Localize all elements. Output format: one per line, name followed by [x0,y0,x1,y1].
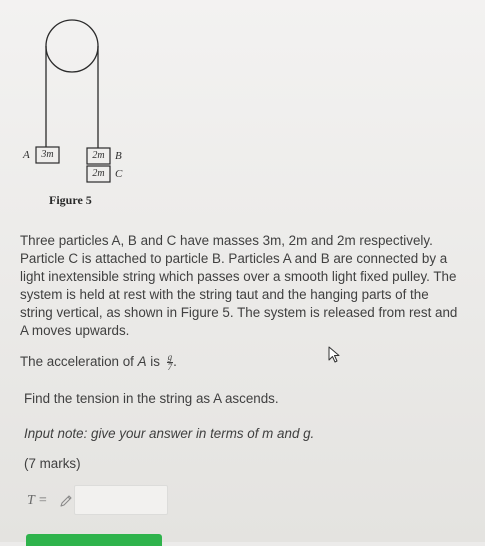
accel-prefix: The acceleration of [20,354,138,370]
answer-label: T = [27,493,48,508]
submit-button[interactable] [26,534,162,546]
pulley-figure [10,4,170,209]
label-b: B [115,150,122,162]
fraction-denominator: 7 [167,362,173,372]
mass-b: 2m [92,150,105,161]
marks-label: (7 marks) [24,456,81,471]
question-text: Three particles A, B and C have masses 3m, 2m and 2m respectively. Particle C is attached to particle B. Particles A and B are connected by a light inextensible string which passes over a smooth light fixed pulley. The system is held at rest with the string taut and the hanging parts of the string vertical, as shown in Figure 5. The system is released from rest and A moves upwards. [20,233,458,338]
pencil-icon[interactable] [59,494,73,508]
acceleration-statement [20,353,177,372]
input-note: Input note: give your answer in terms of m and g. [24,426,315,441]
mass-c: 2m [92,168,105,179]
figure-caption: Figure 5 [49,193,92,207]
task-statement: Find the tension in the string as A ascends. [24,391,279,406]
accel-mid: is [146,354,164,370]
answer-input[interactable] [74,485,168,515]
pulley-wheel [46,20,98,72]
mouse-pointer-icon [328,346,342,364]
accel-variable: A [137,354,147,370]
fraction-numerator: g [167,352,173,362]
label-c: C [115,168,123,180]
accel-suffix: . [173,354,177,370]
mass-a: 3m [41,149,54,160]
label-a: A [23,149,30,161]
